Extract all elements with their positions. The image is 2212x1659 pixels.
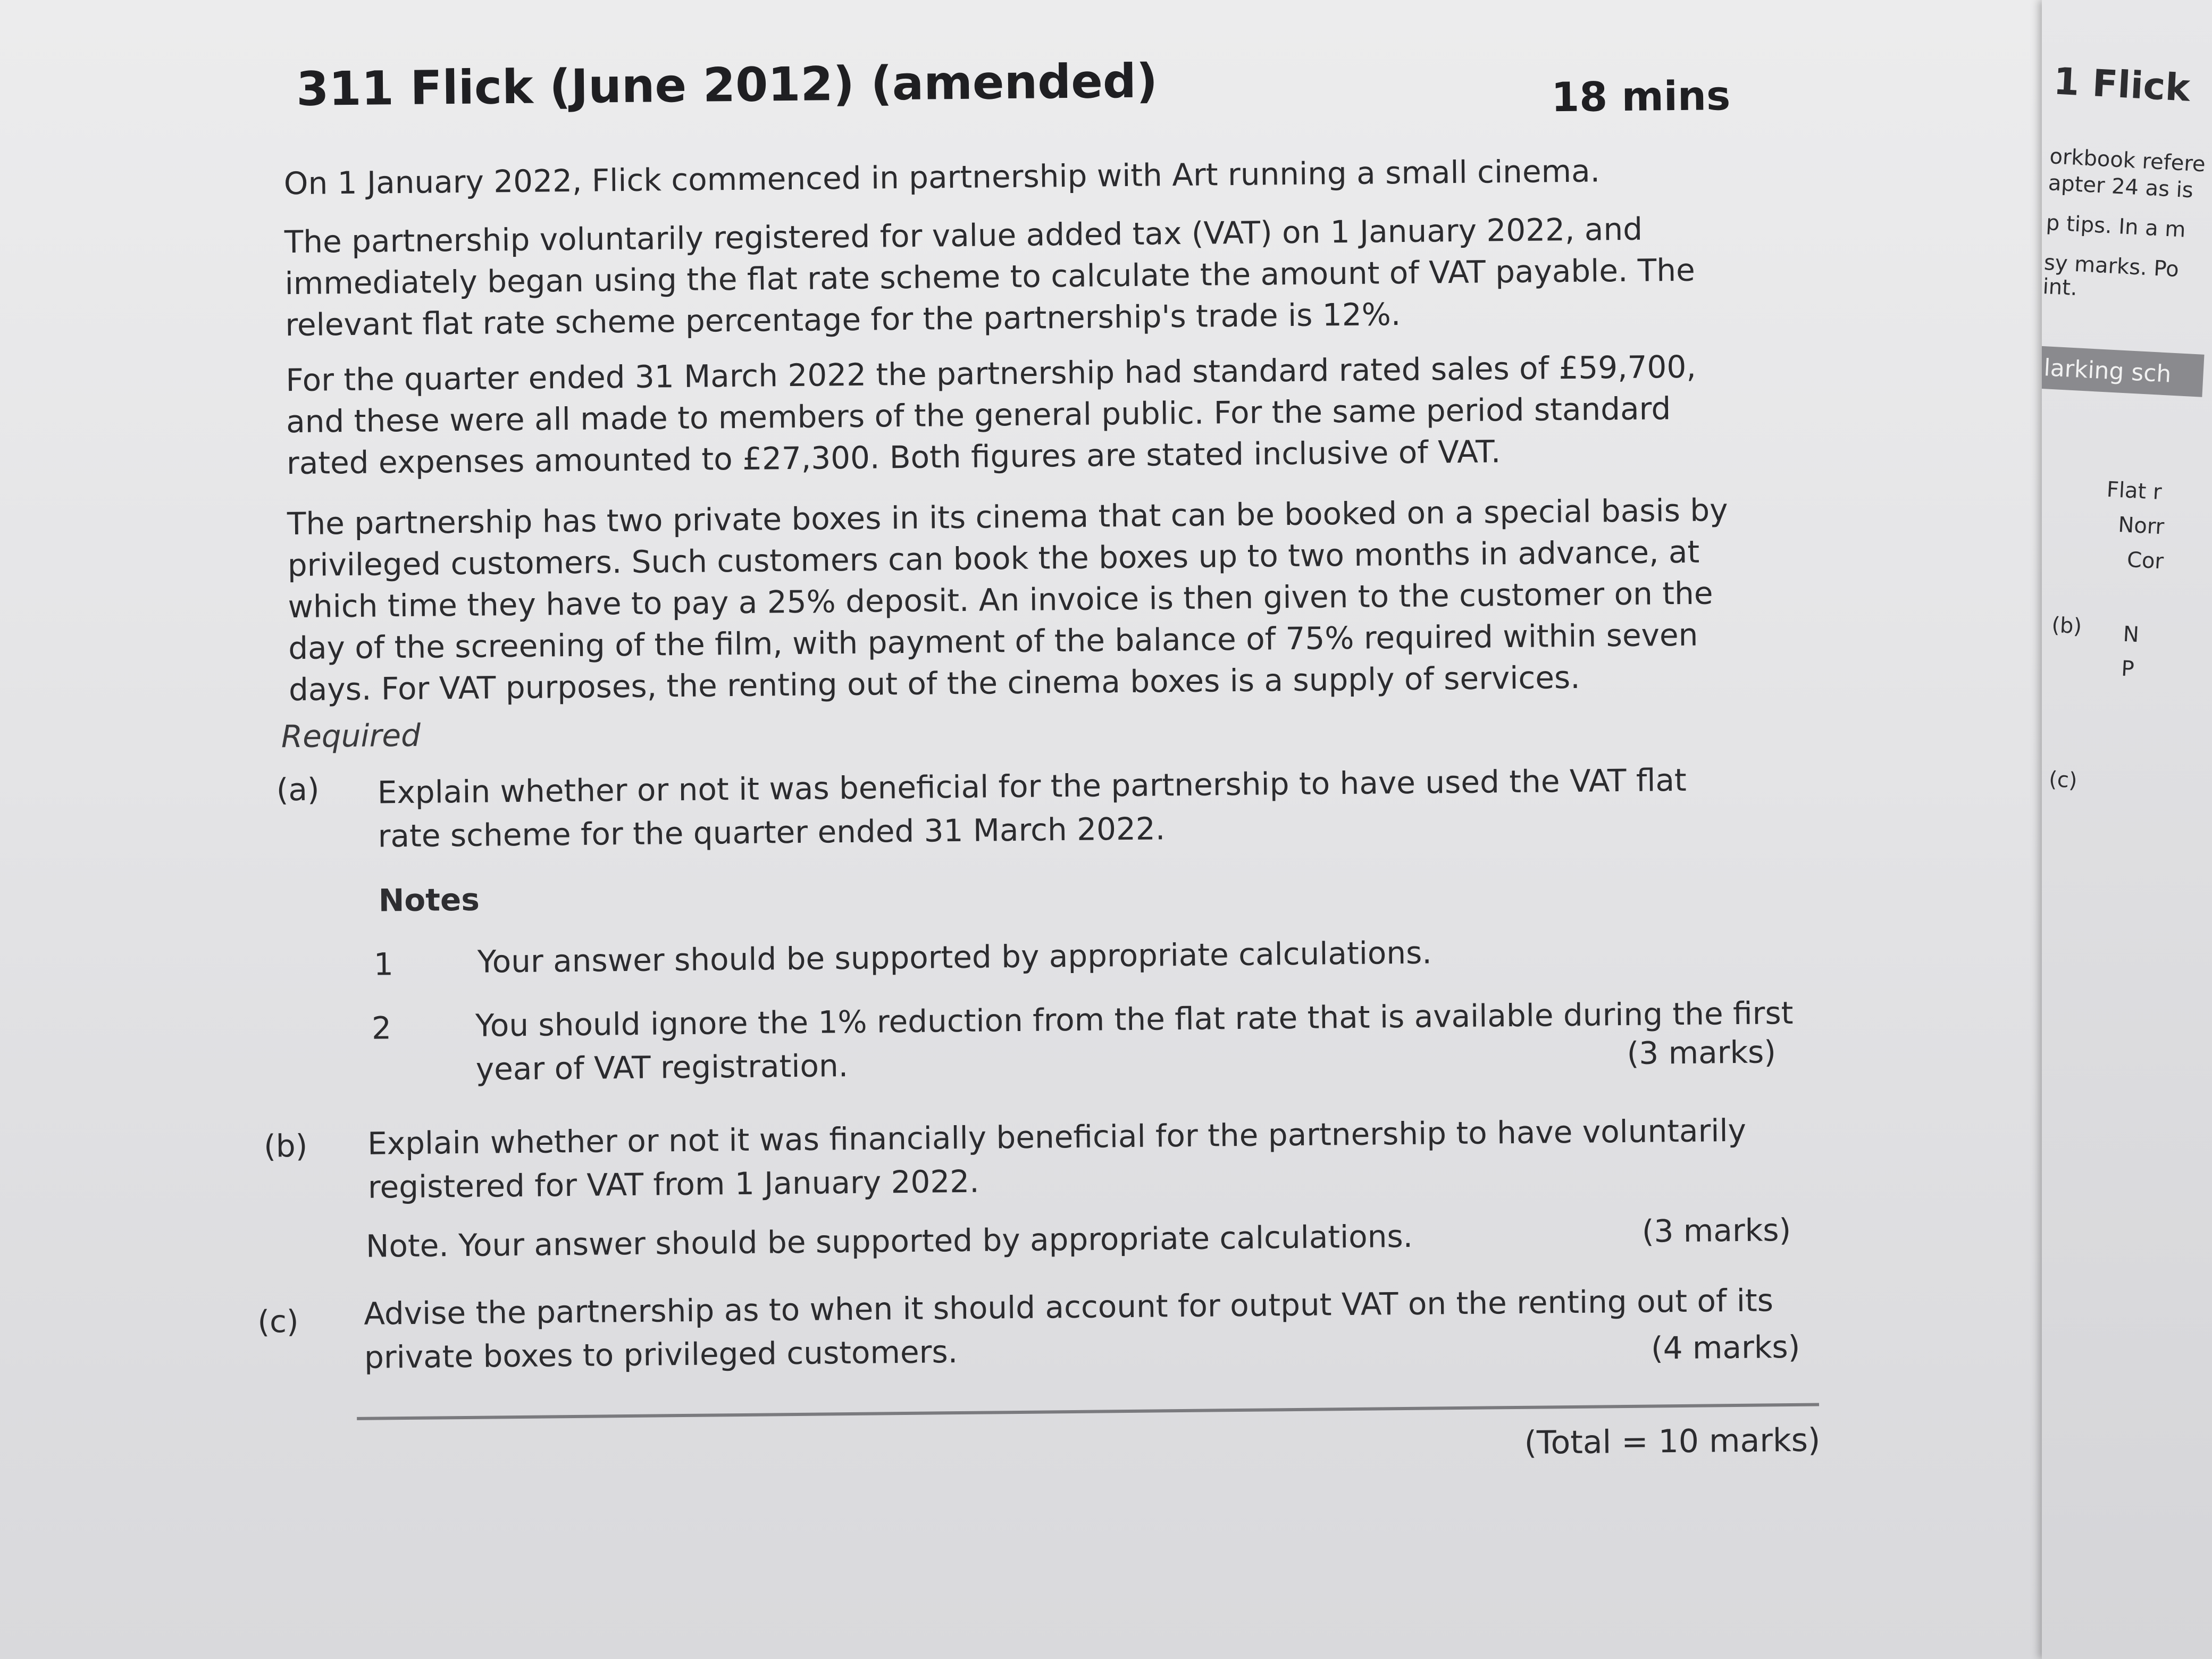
part-b-note: Note. Your answer should be supported by appropriate calculations. (365, 1218, 1413, 1264)
part-a-note-1-text: Your answer should be supported by appropriate calculations. (477, 934, 1432, 980)
question-title: 311 Flick (June 2012) (amended) (296, 53, 1158, 116)
part-b-label: (b) (263, 1127, 308, 1164)
side-item-p: P (2121, 656, 2135, 682)
side-item-cor: Cor (2126, 547, 2165, 574)
side-line-3: p tips. In a m (2045, 211, 2186, 242)
side-item-n: N (2122, 622, 2140, 648)
part-b-text: Explain whether or not it was financially beneficial for the partnership to have voluntarily registered for VAT from 1 January 2022. (367, 1112, 1747, 1205)
paragraph-intro: On 1 January 2022, Flick commenced in partnership with Art running a small cinema. (283, 153, 1601, 202)
part-a-label: (a) (276, 771, 320, 808)
required-heading: Required (281, 717, 421, 755)
side-item-c: (c) (2048, 767, 2078, 793)
part-a-text: Explain whether or not it was beneficial for the partnership to have used the VAT flat rate scheme for the quarter ended 31 March 2022. (377, 761, 1687, 854)
part-c-text: Advise the partnership as to when it should account for output VAT on the renting out of its private boxes to privileged customers. (363, 1282, 1774, 1376)
side-line-4: sy marks. Po (2043, 250, 2180, 282)
part-a-marks: (3 marks) (1627, 1034, 1777, 1071)
adjacent-page-content (2042, 0, 2212, 1659)
side-line-1: orkbook refere (2049, 144, 2206, 177)
side-line-5: int. (2042, 274, 2078, 301)
time-allowance: 18 mins (1551, 72, 1731, 121)
paragraph-private-boxes: The partnership has two private boxes in its cinema that can be booked on a special basis by privileged customers. Such customers can book the boxes up to two months in advance, at which time they have to pay a 25% deposit. An invoice is then given to the customer on the day of the screening of the film, with payment of the balance of 75% required within seven days. For VAT purposes, the renting out of the cinema boxes is a supply of services. (287, 492, 1728, 708)
section-divider (357, 1403, 1819, 1420)
side-marking-bar-label: larking sch (2043, 354, 2172, 388)
part-a-notes-heading: Notes (378, 881, 480, 919)
paragraph-vat-registration: The partnership voluntarily registered for value added tax (VAT) on 1 January 2022, and immediately began using the flat rate scheme to calculate the amount of VAT payable. The relevant flat rate scheme percentage for the partnership's trade is 12%. (284, 211, 1696, 343)
total-marks: (Total = 10 marks) (1524, 1421, 1821, 1462)
side-item-flat: Flat r (2106, 477, 2163, 505)
adjacent-page-right (2042, 0, 2212, 1659)
part-a-note-1-number: 1 (373, 946, 394, 983)
paragraph-quarter-figures: For the quarter ended 31 March 2022 the partnership had standard rated sales of £59,700, and these were all made to members of the general public. For the same period standard rated expenses amounted to £27,300. Both figures are stated inclusive of VAT. (286, 348, 1697, 482)
part-b-marks: (3 marks) (1641, 1212, 1791, 1250)
part-c-marks: (4 marks) (1650, 1328, 1800, 1367)
part-a-note-2-number: 2 (371, 1010, 392, 1046)
side-line-2: apter 24 as is (2047, 171, 2194, 203)
side-page-title: 1 Flick (2052, 59, 2191, 110)
side-item-b: (b) (2051, 613, 2083, 639)
side-item-norm: Norr (2117, 512, 2165, 540)
part-a-note-2-text: You should ignore the 1% reduction from the flat rate that is available during the first year of VAT registration. (475, 994, 1794, 1087)
part-c-label: (c) (257, 1303, 299, 1340)
